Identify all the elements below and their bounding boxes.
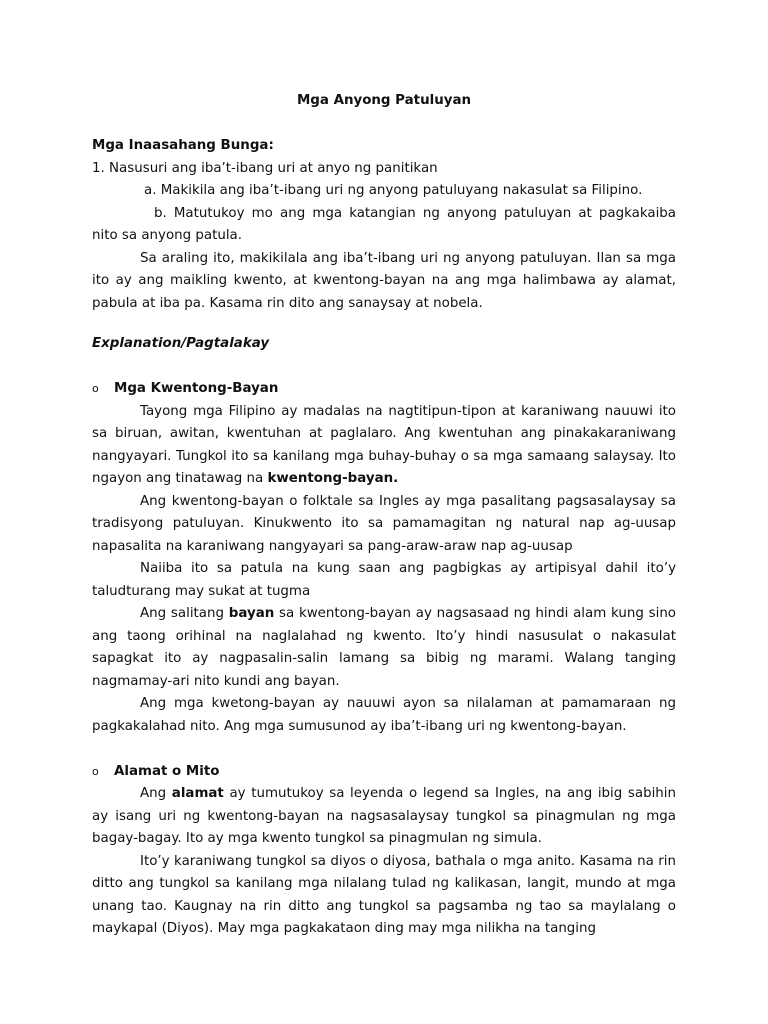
term-bayan: bayan (228, 606, 275, 621)
alamat-paragraph-1: Ang alamat ay tumutukoy sa leyenda o legend sa Ingles, na ang ibig sabihin ay isang uri ng kwentong-bayan na nagsasalaysay tungkol sa pinagmulan ng mga bagay-bagay. Ito ay mga kwento tungkol sa pinagmulan ng simula. (92, 786, 676, 846)
objective-sub-a: a. Makikila ang iba’t-ibang uri ng anyong patuluyang nakasulat sa Filipino. (144, 183, 643, 198)
kwentong-bayan-paragraph-1: Tayong mga Filipino ay madalas na nagtitipun-tipon at karaniwang nauuwi ito sa biruan, awitan, kwentuhan at paglalaro. Ang kwentuhan ang pinakakaraniwang nangyayari. Tungkol ito sa kanilang mga buhay-buhay o sa mga samaang salaysay. Ito ngayon ang tinatawag na kwentong-bayan. (92, 403, 676, 486)
kwentong-bayan-paragraph-4: Ang salitang bayan sa kwentong-bayan ay nagsasaad ng hindi alam kung sino ang taong orihinal na naglalahad ng kwento. Ito’y hindi nasusulat o nakasulat sapagkat ito ay nagpasalin-salin lamang sa bibig ng marami. Walang tanging nagmamay-ari nito kundi ang bayan. (92, 606, 676, 689)
document-title: Mga Anyong Patuluyan (296, 93, 472, 108)
intro-paragraph: Sa araling ito, makikilala ang iba’t-ibang uri ng anyong patuluyan. Ilan sa mga ito ay ang maikling kwento, at kwentong-bayan na ang mga halimbawa ay alamat, pabula at iba pa. Kasama rin dito ang sanaysay at nobela. (92, 250, 676, 311)
kwentong-bayan-paragraph-5: Ang mga kwetong-bayan ay nauuwi ayon sa nilalaman at pamamaraan ng pagkakalahad nito. Ang mga sumusunod ay iba’t-ibang uri ng kwentong-bayan. (92, 696, 676, 734)
bullet-icon: o (92, 382, 99, 395)
term-kwentong-bayan: kwentong-bayan. (267, 471, 399, 486)
term-alamat: alamat (171, 786, 224, 801)
objective-sub-b: b. Matutukoy mo ang mga katangian ng anyong patuluyan at pagkakaiba nito sa anyong patula. (92, 205, 676, 243)
kwentong-bayan-paragraph-2: Ang kwentong-bayan o folktale sa Ingles ay mga pasalitang pagsasalaysay sa tradisyong patuluyan. Kinukwento ito sa pamamagitan ng natural nap ag-uusap napasalita na karaniwang nangyayari sa pang-araw-araw nap ag-uusap (92, 493, 676, 554)
section-heading-text: Mga Kwentong-Bayan (114, 381, 279, 396)
section-heading-text: Alamat o Mito (114, 763, 220, 779)
explanation-heading: Explanation/Pagtalakay (92, 336, 270, 351)
objectives-heading: Mga Inaasahang Bunga: (92, 138, 274, 153)
section-heading-kwentong-bayan (92, 378, 676, 401)
kwentong-bayan-paragraph-3: Naiiba ito sa patula na kung saan ang pagbigkas ay artipisyal dahil ito’y taludturang may sukat at tugma (92, 561, 676, 599)
alamat-paragraph-2: Ito’y karaniwang tungkol sa diyos o diyosa, bathala o mga anito. Kasama na rin ditto ang tungkol sa kanilang mga nilalang tulad ng kalikasan, langit, mundo at mga unang tao. Kaugnay na rin ditto ang tungkol sa pagsamba ng tao sa maylalang o maykapal (Diyos). May mga pagkakataon ding may mga nilikha na tanging (92, 853, 676, 936)
objective-item-1: 1. Nasusuri ang iba’t-ibang uri at anyo ng panitikan (92, 160, 438, 176)
document-body (92, 90, 676, 941)
section-heading-alamat (92, 761, 676, 784)
bullet-icon: o (92, 764, 99, 778)
